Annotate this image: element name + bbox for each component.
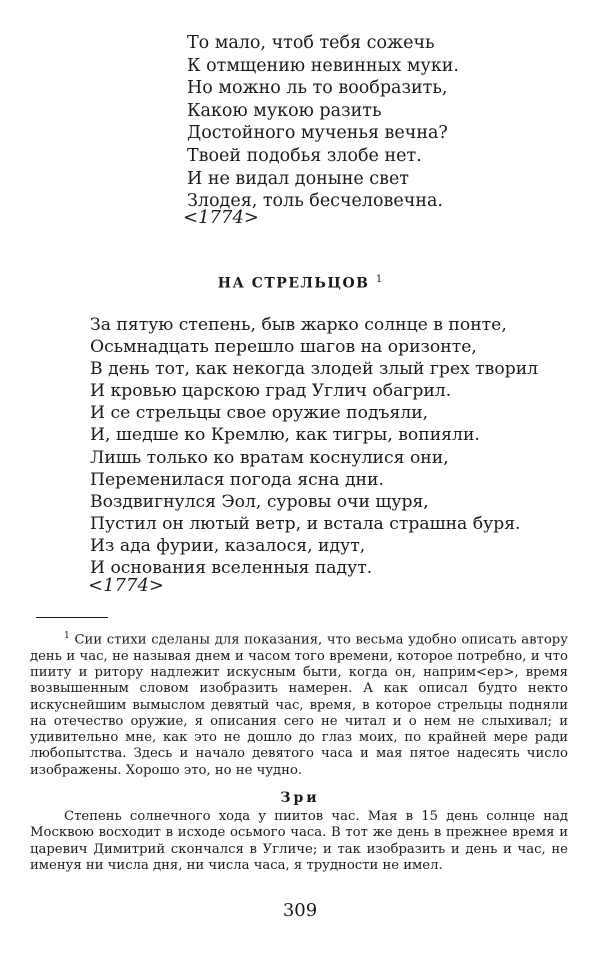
poem-line: Какою мукою разить — [187, 100, 382, 121]
poem-title — [0, 274, 600, 292]
poem-streltsy-date: <1774> — [88, 575, 164, 596]
poem-line: За пятую степень, быв жарко солнце в понте, — [90, 315, 507, 335]
poem-line: К отмщению невинных муки. — [187, 55, 459, 76]
poem-line: Твоей подобья злобе нет. — [187, 145, 422, 166]
subsection-heading: Зри — [280, 790, 320, 806]
poem-line: И кровью царскою град Углич обагрил. — [90, 381, 452, 402]
poem-line: То мало, чтоб тебя сожечь — [187, 33, 435, 53]
poem-line: Но можно ль то вообразить, — [187, 78, 448, 99]
poem-line: Достойного мученья вечна? — [187, 123, 448, 144]
poem-line: Пустил он лютый ветр, и встала страшна буря. — [90, 513, 521, 534]
page-number: 309 — [282, 900, 318, 921]
poem-line: Злодея, толь бесчеловечна. — [187, 191, 443, 212]
poem-line: И, шедше ко Кремлю, как тигры, вопияли. — [90, 425, 480, 446]
poem-line: И се стрельцы свое оружие подъяли, — [90, 403, 429, 424]
subsection-text: Степень солнечного хода у пиитов час. Мая в 15 день солнце над Москвою восходит в исходе осьмого часа. В тот же день в прежнее время и царевич Димитрий скончался в Угличе; и так изобразить и день и час, не именуя ни числа дня, ни числа часа, я трудности не имел. — [30, 809, 568, 873]
poem-line: Воздвигнулся Эол, суровы очи щуря, — [90, 491, 429, 512]
poem-line: И не видал доныне свет — [187, 168, 409, 189]
poem-top-date: <1774> — [183, 207, 259, 228]
poem-line: В день тот, как некогда злодей злый грех творил — [90, 359, 539, 380]
footnote-text: Сии стихи сделаны для показания, что весьма удобно описать автору день и час, не называя днем и часом того времени, которое потребно, и что пииту и ритору надлежит искусным быти, когда он, наприм<ер>, время возвышенным словом изобразить намерен. А как описал будто некто искуснейшим вымыслом девятый час, время, в которое стрельцы подняли на отечество оружие, я описания сего не читал и о нем не слыхивал; и удивительно мне, как это не дошло до глаз моих, по крайней мере ради любопытства. Здесь и начало девятого часа и мая пятое надесять число изображены. Хорошо это, но не чудно. — [30, 632, 568, 778]
poem-line: Лишь только ко вратам коснулися они, — [90, 447, 449, 468]
poem-title-text: НА СТРЕЛЬЦОВ — [217, 275, 370, 292]
poem-line: Осьмнадцать перешло шагов на оризонте, — [90, 337, 477, 358]
poem-line: Переменилася погода ясна дни. — [90, 469, 384, 490]
footnote-reference: 1 — [375, 274, 383, 285]
footnote-mark: 1 — [64, 631, 70, 641]
footnote-divider — [36, 617, 108, 618]
poem-streltsy — [90, 314, 538, 579]
poem-top — [187, 32, 459, 213]
poem-line: Из ада фурии, казалося, идут, — [90, 535, 366, 556]
footnote — [30, 628, 568, 779]
poem-line: И основания вселенныя падут. — [90, 558, 373, 579]
